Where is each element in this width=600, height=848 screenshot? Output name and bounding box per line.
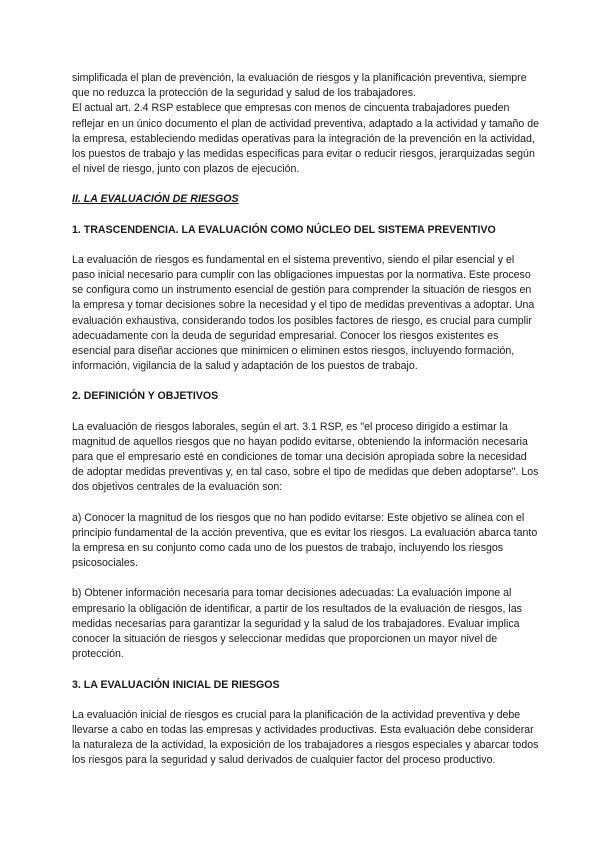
section-title: II. LA EVALUACIÓN DE RIESGOS: [72, 193, 239, 206]
spacer: [72, 693, 540, 708]
subheading-definicion: 2. DEFINICIÓN Y OBJETIVOS: [72, 390, 219, 403]
spacer: [72, 405, 540, 420]
paragraph-definicion: La evaluación de riesgos laborales, según el art. 3.1 RSP, es "el proceso dirigido a estimar la magnitud de aquellos riesgos que no hayan podido evitarse, obteniendo la información necesaria para que el empresario esté en condiciones de tomar una decisión apropiada sobre la necesidad de adoptar medidas preventivas y, en tal caso, sobre el tipo de medidas que deben adoptarse". Los dos objetivos centrales de la evaluación son:: [72, 420, 539, 494]
spacer: [72, 177, 540, 192]
spacer: [72, 496, 540, 511]
subheading-trascendencia: 1. TRASCENDENCIA. LA EVALUACIÓN COMO NÚCLEO DEL SISTEMA PREVENTIVO: [72, 223, 496, 236]
spacer: [72, 374, 540, 389]
paragraph-objetivo-b: b) Obtener información necesaria para tomar decisiones adecuadas: La evaluación impone al empresario la obligación de identificar, a partir de los resultados de la evaluación de riesgos, las medidas necesarias para garantizar la seguridad y la salud de los trabajadores. Evaluar implica conocer la situación de riesgos y seleccionar medidas que proporcionen un mayor nivel de protección.: [72, 587, 522, 661]
spacer: [72, 571, 540, 586]
paragraph-objetivo-a: a) Conocer la magnitud de los riesgos que no han podido evitarse: Este objetivo se alinea con el principio fundamental de la acción preventiva, que es evitar los riesgos. La evaluación abarca tanto la empresa en su conjunto como cada uno de los puestos de trabajo, incluyendo los riesgos psicosociales.: [72, 511, 538, 570]
subheading-evaluacion-inicial: 3. LA EVALUACIÓN INICIAL DE RIESGOS: [72, 678, 280, 691]
paragraph-evaluacion-inicial: La evaluación inicial de riesgos es crucial para la planificación de la actividad preventiva y debe llevarse a cabo en todas las empresas y actividades productivas. Esta evaluación debe considerar la naturaleza de la actividad, la exposición de los trabajadores a riesgos especiales y abarcar todos los riesgos para la seguridad y salud derivados de cualquier factor del proceso productivo.: [72, 708, 539, 767]
intro-paragraph-1: simplificada el plan de prevención, la evaluación de riesgos y la planificación preventiva, siempre que no reduzca la protección de la seguridad y salud de los trabajadores.: [72, 72, 527, 100]
paragraph-trascendencia: La evaluación de riesgos es fundamental en el sistema preventivo, siendo el pilar esencial y el paso inicial necesario para cumplir con las obligaciones impuestas por la normativa. Este proceso se configura como un instrumento esencial de gestión para comprender la situación de riesgos en la empresa y tomar decisiones sobre la necesidad y el tipo de medidas preventivas a adoptar. Una evaluación exhaustiva, considerando todos los posibles factores de riesgo, es crucial para cumplir adecuadamente con la deuda de seguridad empresarial. Conocer los riesgos existentes es esencial para diseñar acciones que minimicen o eliminen estos riesgos, incluyendo formación, información, vigilancia de la salud y adaptación de los puestos de trabajo.: [72, 253, 535, 373]
spacer: [72, 208, 540, 223]
spacer: [72, 238, 540, 253]
intro-paragraph-2: El actual art. 2.4 RSP establece que empresas con menos de cincuenta trabajadores pueden reflejar en un único documento el plan de actividad preventiva, adaptado a la actividad y tamaño de la empresa, estableciendo medidas operativas para la integración de la prevención en la actividad, los puestos de trabajo y las medidas específicas para evitar o reducir riesgos, jerarquizadas según el nivel de riesgo, junto con plazos de ejecución.: [72, 102, 540, 176]
spacer: [72, 663, 540, 678]
